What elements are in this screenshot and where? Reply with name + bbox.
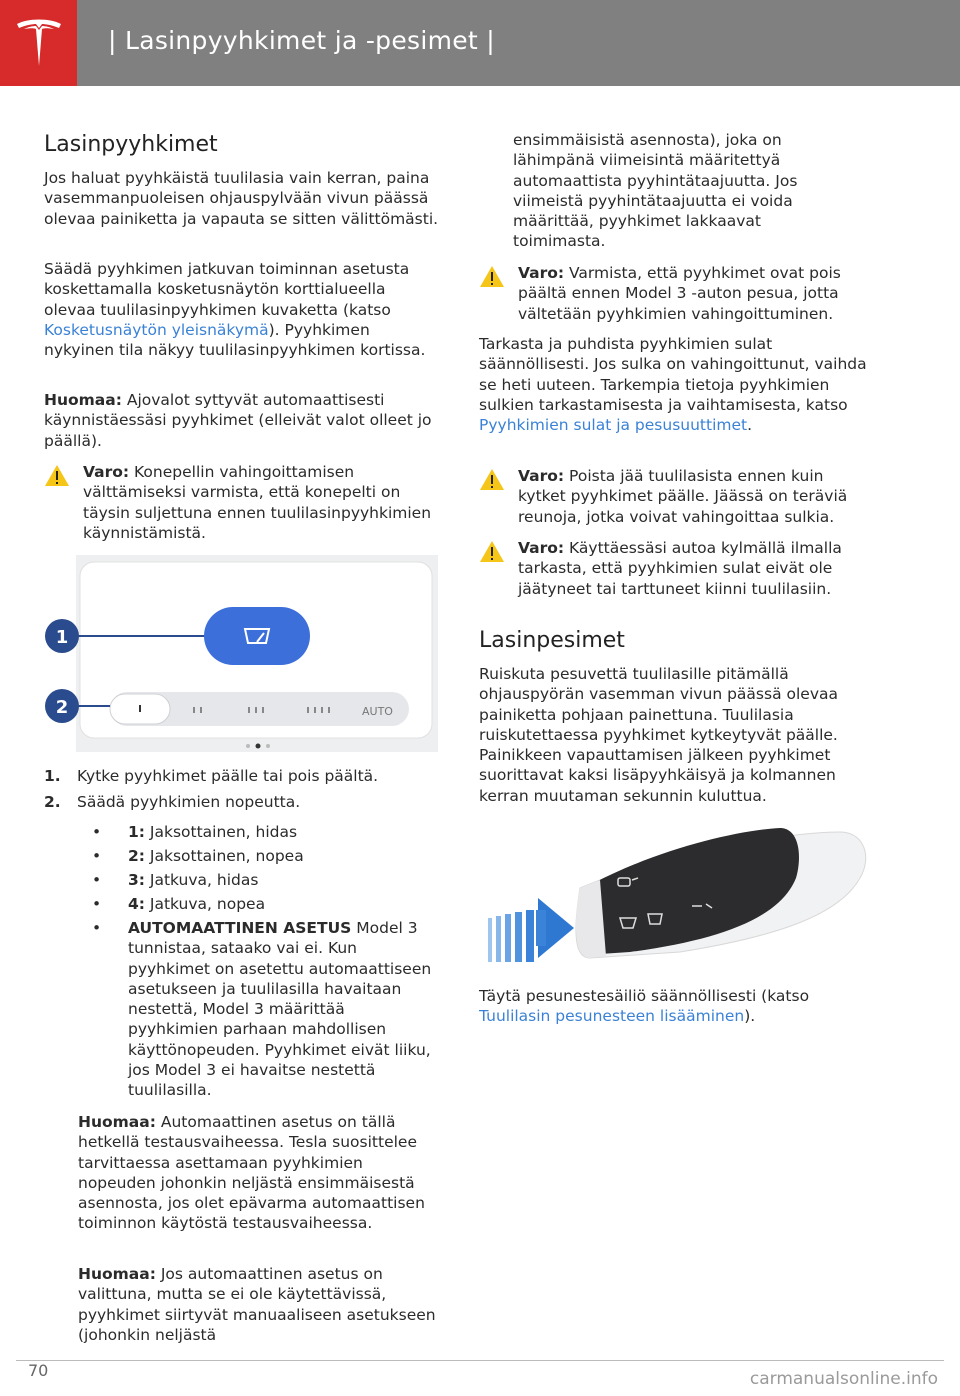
bullet-label: AUTOMAATTINEN ASETUS bbox=[128, 919, 352, 937]
bullet-text: Jaksottainen, hidas bbox=[144, 823, 298, 841]
step-number: 1. bbox=[44, 767, 61, 785]
paragraph-washers: Ruiskuta pesuvettä tuulilasille pitämällä ohjauspyörän vasemman vivun päässä olevaa painiketta pohjaan painettuna. Tuulilasia ruiskutettaessa pyyhkimet kytkeytyvät päälle. Painikkeen vapauttamisen jälkeen pyyhkimet suorittavat kaksi lisäpyyhkäisyä ja kolmannen kerran muutaman sekunnin kuluttua. bbox=[479, 665, 838, 805]
washer-fluid-link[interactable]: Tuulilasin pesunesteen lisääminen bbox=[479, 1007, 745, 1026]
bullet-label: 4: bbox=[128, 895, 145, 913]
note-auto-testing bbox=[78, 1112, 439, 1234]
warning-icon bbox=[44, 464, 70, 487]
bullet-label: 1: bbox=[128, 823, 145, 841]
touchscreen-overview-link[interactable]: Kosketusnäytön yleisnäkymä bbox=[44, 320, 269, 339]
tesla-logo bbox=[0, 0, 77, 86]
bullet-speed-2 bbox=[92, 846, 437, 868]
warn-text: Konepellin vahingoittamisen välttämiseksi varmista, että konepelti on täysin suljettuna ennen tuulilasinpyyhkimien käynnistämistä. bbox=[83, 463, 432, 542]
bullet-dot: • bbox=[92, 919, 102, 937]
warning-cold bbox=[479, 538, 874, 602]
warn-label: Varo: bbox=[83, 463, 130, 481]
p2-text-end: ). Pyyhkimen nykyinen tila näkyy tuulilasinpyyhkimen kortissa. bbox=[44, 320, 426, 360]
watermark: carmanualsonline.info bbox=[749, 1369, 938, 1389]
note-label: Huomaa: bbox=[78, 1113, 156, 1131]
p3-text-end: . bbox=[747, 416, 753, 435]
step-text: Kytke pyyhkimet päälle tai pois päältä. bbox=[77, 767, 379, 785]
footer-divider bbox=[16, 1360, 944, 1361]
p3-text: Tarkasta ja puhdista pyyhkimien sulat säännöllisesti. Jos sulka on vahingoittunut, vaihda se heti uuteen. Tarkempia tietoja pyyhkimien sulkien tarkastamisesta ja vaihtamisesta, katso bbox=[479, 335, 867, 414]
note-headlights bbox=[44, 390, 439, 451]
paragraph-inspect-blades bbox=[479, 334, 874, 435]
warning-ice bbox=[479, 466, 874, 530]
bullet-speed-4 bbox=[92, 894, 437, 916]
step-text: Säädä pyyhkimien nopeutta. bbox=[77, 793, 301, 811]
p5-text: Täytä pesunestesäiliö säännöllisesti (katso bbox=[479, 987, 810, 1005]
warn-text: Poista jää tuulilasista ennen kuin kytket pyyhkimet päälle. Jäässä on teräviä reunoja, jotka voivat vahingoittaa sulkia. bbox=[518, 467, 848, 526]
page-header bbox=[0, 0, 960, 86]
warn-label: Varo: bbox=[518, 264, 565, 282]
paragraph-continuation: ensimmäisistä asennosta), joka on lähimpänä viimeisintä määritettyä automaattista pyyhintätaajuutta. Jos viimeistä pyyhintätaajuutta ei voida määrittää, pyyhkimet lakkaavat toimimasta. bbox=[513, 131, 798, 251]
callout-1-label: 1 bbox=[55, 627, 69, 648]
wiper-toggle-button[interactable] bbox=[204, 607, 310, 665]
wiper-blades-link[interactable]: Pyyhkimien sulat ja pesusuuttimet bbox=[479, 416, 748, 435]
page-number: 70 bbox=[28, 1361, 49, 1380]
step-2 bbox=[44, 792, 439, 814]
note-text: Ajovalot syttyvät automaattisesti käynnistäessäsi pyyhkimet (elleivät valot olleet jo päällä). bbox=[44, 391, 432, 450]
bullet-auto bbox=[92, 918, 437, 1098]
tesla-t-icon bbox=[14, 16, 64, 70]
step-number: 2. bbox=[44, 793, 61, 811]
paragraph-refill bbox=[479, 986, 874, 1027]
warning-car-wash bbox=[479, 263, 874, 327]
bullet-text: Jatkuva, hidas bbox=[144, 871, 259, 889]
bullet-text: Jaksottainen, nopea bbox=[144, 847, 304, 865]
step-1 bbox=[44, 766, 439, 788]
warn-label: Varo: bbox=[518, 539, 565, 557]
note-text: Automaattinen asetus on tällä hetkellä testausvaiheessa. Tesla suosittelee tarvittaessa asettamaan pyyhkimien nopeuden johonkin neljästä ensimmäisestä asennosta, jos olet epävarma automaattisen toiminnon käytöstä testausvaiheessa. bbox=[78, 1113, 425, 1233]
note-label: Huomaa: bbox=[44, 391, 122, 409]
bullet-text: Model 3 tunnistaa, sataako vai ei. Kun pyyhkimet on asetettu automaattiseen asetukseen ja tuulilasilla havaitaan nestettä, Model 3 määrittää pyyhkimien parhaan mahdollisen käyttönopeuden. Pyyhkimet eivät liiku, jos Model 3 ei havaitse nestettä tuulilasilla. bbox=[128, 919, 432, 1100]
bullet-dot: • bbox=[92, 871, 102, 889]
warn-label: Varo: bbox=[518, 467, 565, 485]
warning-icon bbox=[479, 468, 505, 491]
warning-icon bbox=[479, 540, 505, 563]
warning-icon bbox=[479, 265, 505, 288]
warn-text: Varmista, että pyyhkimet ovat pois päältä ennen Model 3 -auton pesua, jotta vältetään pyyhkimien vahingoittuminen. bbox=[518, 264, 841, 323]
wiper-card-figure bbox=[44, 555, 438, 752]
warning-hood bbox=[44, 462, 439, 546]
section-title: | Lasinpyyhkimet ja -pesimet | bbox=[108, 26, 496, 55]
press-arrow-icon bbox=[488, 898, 574, 962]
bullet-label: 2: bbox=[128, 847, 145, 865]
p5-text-end: ). bbox=[744, 1007, 756, 1026]
paragraph-continuous bbox=[44, 259, 439, 360]
bullet-dot: • bbox=[92, 823, 102, 841]
bullet-label: 3: bbox=[128, 871, 145, 889]
wiper-stalk-figure bbox=[480, 818, 870, 968]
heading-wipers: Lasinpyyhkimet bbox=[44, 132, 218, 157]
paragraph-single-wipe: Jos haluat pyyhkäistä tuulilasia vain kerran, paina vasemmanpuoleisen ohjauspylvään vivun päässä olevaa painiketta ja vapauta se sitten välittömästi. bbox=[44, 169, 439, 228]
auto-label: AUTO bbox=[362, 705, 393, 718]
heading-washers: Lasinpesimet bbox=[479, 628, 625, 653]
note-text: Jos automaattinen asetus on valittuna, mutta se ei ole käytettävissä, pyyhkimet siirtyvät manuaaliseen asetukseen (johonkin neljästä bbox=[78, 1265, 436, 1344]
warn-text: Käyttäessäsi autoa kylmällä ilmalla tarkasta, että pyyhkimien sulat eivät ole jäätyneet tai tarttuneet kiinni tuulilasiin. bbox=[518, 539, 842, 598]
bullet-dot: • bbox=[92, 847, 102, 865]
p2-text: Säädä pyyhkimen jatkuvan toiminnan asetusta koskettamalla kosketusnäytön korttialueella olevaa tuulilasinpyyhkimen kuvaketta (katso bbox=[44, 260, 410, 319]
note-auto-unavailable bbox=[78, 1264, 439, 1345]
bullet-speed-3 bbox=[92, 870, 437, 892]
bullet-text: Jatkuva, nopea bbox=[144, 895, 266, 913]
callout-2-label: 2 bbox=[55, 697, 69, 718]
bullet-speed-1 bbox=[92, 822, 437, 844]
note-label: Huomaa: bbox=[78, 1265, 156, 1283]
bullet-dot: • bbox=[92, 895, 102, 913]
